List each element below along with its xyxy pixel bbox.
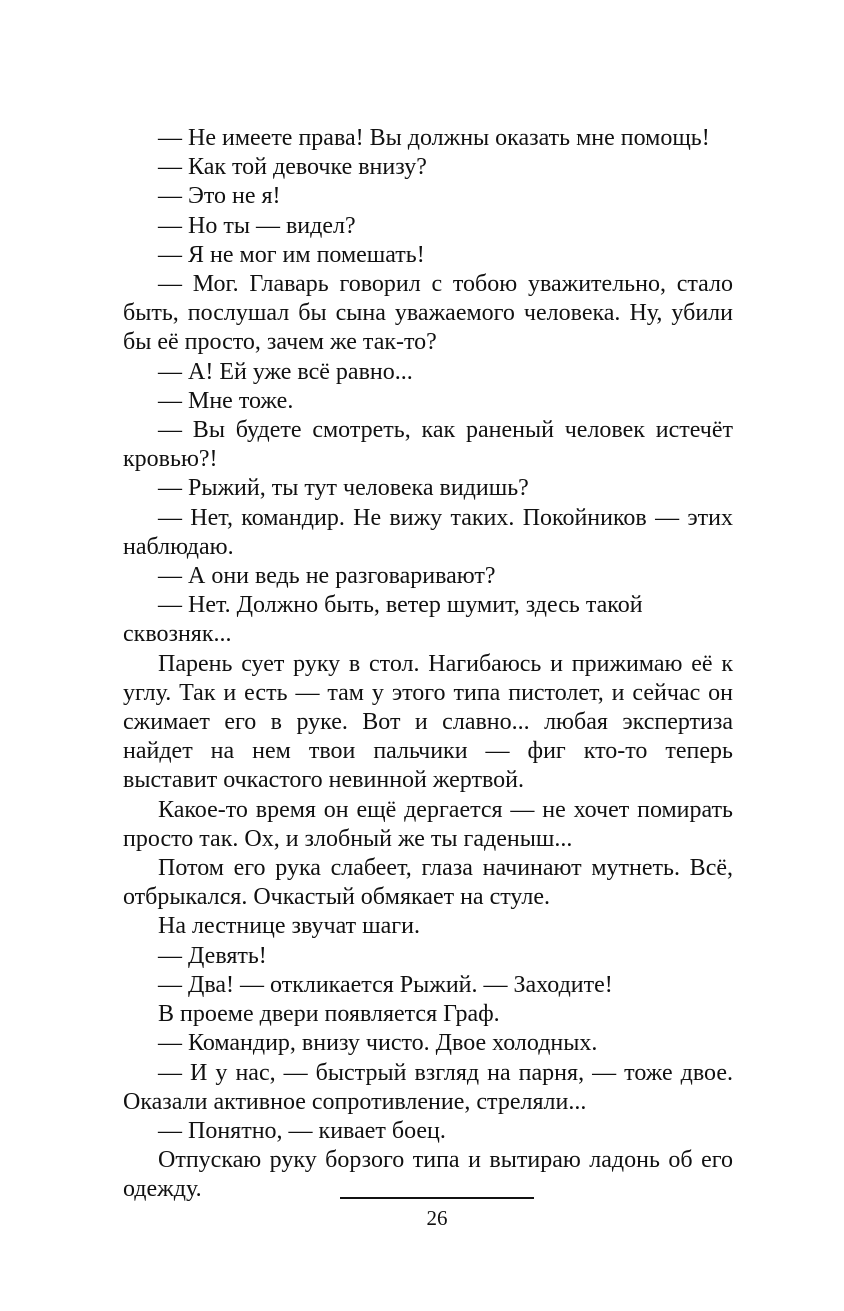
paragraph: — Вы будете смотреть, как раненый человек истечёт кровью?! (123, 417, 733, 473)
paragraph: — Нет. Должно быть, ветер шумит, здесь такой сквозняк... (123, 592, 643, 648)
page-number: 26 (426, 1206, 448, 1230)
paragraph: — Понятно, — кивает боец. (158, 1117, 446, 1144)
paragraph: — Девять! (158, 942, 267, 969)
paragraph: — Мне тоже. (158, 387, 294, 414)
paragraph: — Рыжий, ты тут человека видишь? (158, 475, 529, 502)
paragraph: — А! Ей уже всё равно... (158, 358, 413, 385)
paragraph: — Нет, командир. Не вижу таких. Покойников — этих наблюдаю. (123, 504, 733, 560)
paragraph: — Мог. Главарь говорил с тобою уважительно, стало быть, послушал бы сына уважаемого человека. Ну, убили бы её просто, зачем же так-то? (123, 271, 733, 356)
paragraph: — А они ведь не разговаривают? (158, 563, 496, 590)
paragraph: — Я не мог им помешать! (158, 241, 425, 268)
paragraph: — Как той девочке внизу? (158, 154, 427, 181)
paragraph: Какое-то время он ещё дергается — не хочет помирать просто так. Ох, и злобный же ты гаденыш... (123, 796, 733, 852)
paragraph: — Командир, внизу чисто. Двое холодных. (158, 1030, 598, 1057)
paragraph: — Не имеете права! Вы должны оказать мне помощь! (158, 125, 710, 151)
footer-divider (340, 1197, 534, 1199)
paragraph: В проеме двери появляется Граф. (158, 1001, 500, 1028)
paragraph: — Но ты — видел? (158, 212, 356, 239)
paragraph: — И у нас, — быстрый взгляд на парня, — тоже двое. Оказали активное сопротивление, стреляли... (123, 1059, 733, 1115)
page-body (123, 124, 733, 1205)
paragraph: На лестнице звучат шаги. (158, 913, 420, 940)
paragraph: — Это не я! (158, 183, 281, 210)
paragraph: Отпускаю руку борзого типа и вытираю ладонь об его одежду. (123, 1147, 733, 1203)
paragraph: Парень сует руку в стол. Нагибаюсь и прижимаю её к углу. Так и есть — там у этого типа пистолет, и сейчас он сжимает его в руке. Вот и славно... любая экспертиза найдет на нем твои пальчики — фиг кто-то теперь выставит очкастого невинной жертвой. (123, 650, 733, 794)
paragraph: — Два! — откликается Рыжий. — Заходите! (158, 971, 613, 998)
paragraph: Потом его рука слабеет, глаза начинают мутнеть. Всё, отбрыкался. Очкастый обмякает на стуле. (123, 855, 733, 911)
